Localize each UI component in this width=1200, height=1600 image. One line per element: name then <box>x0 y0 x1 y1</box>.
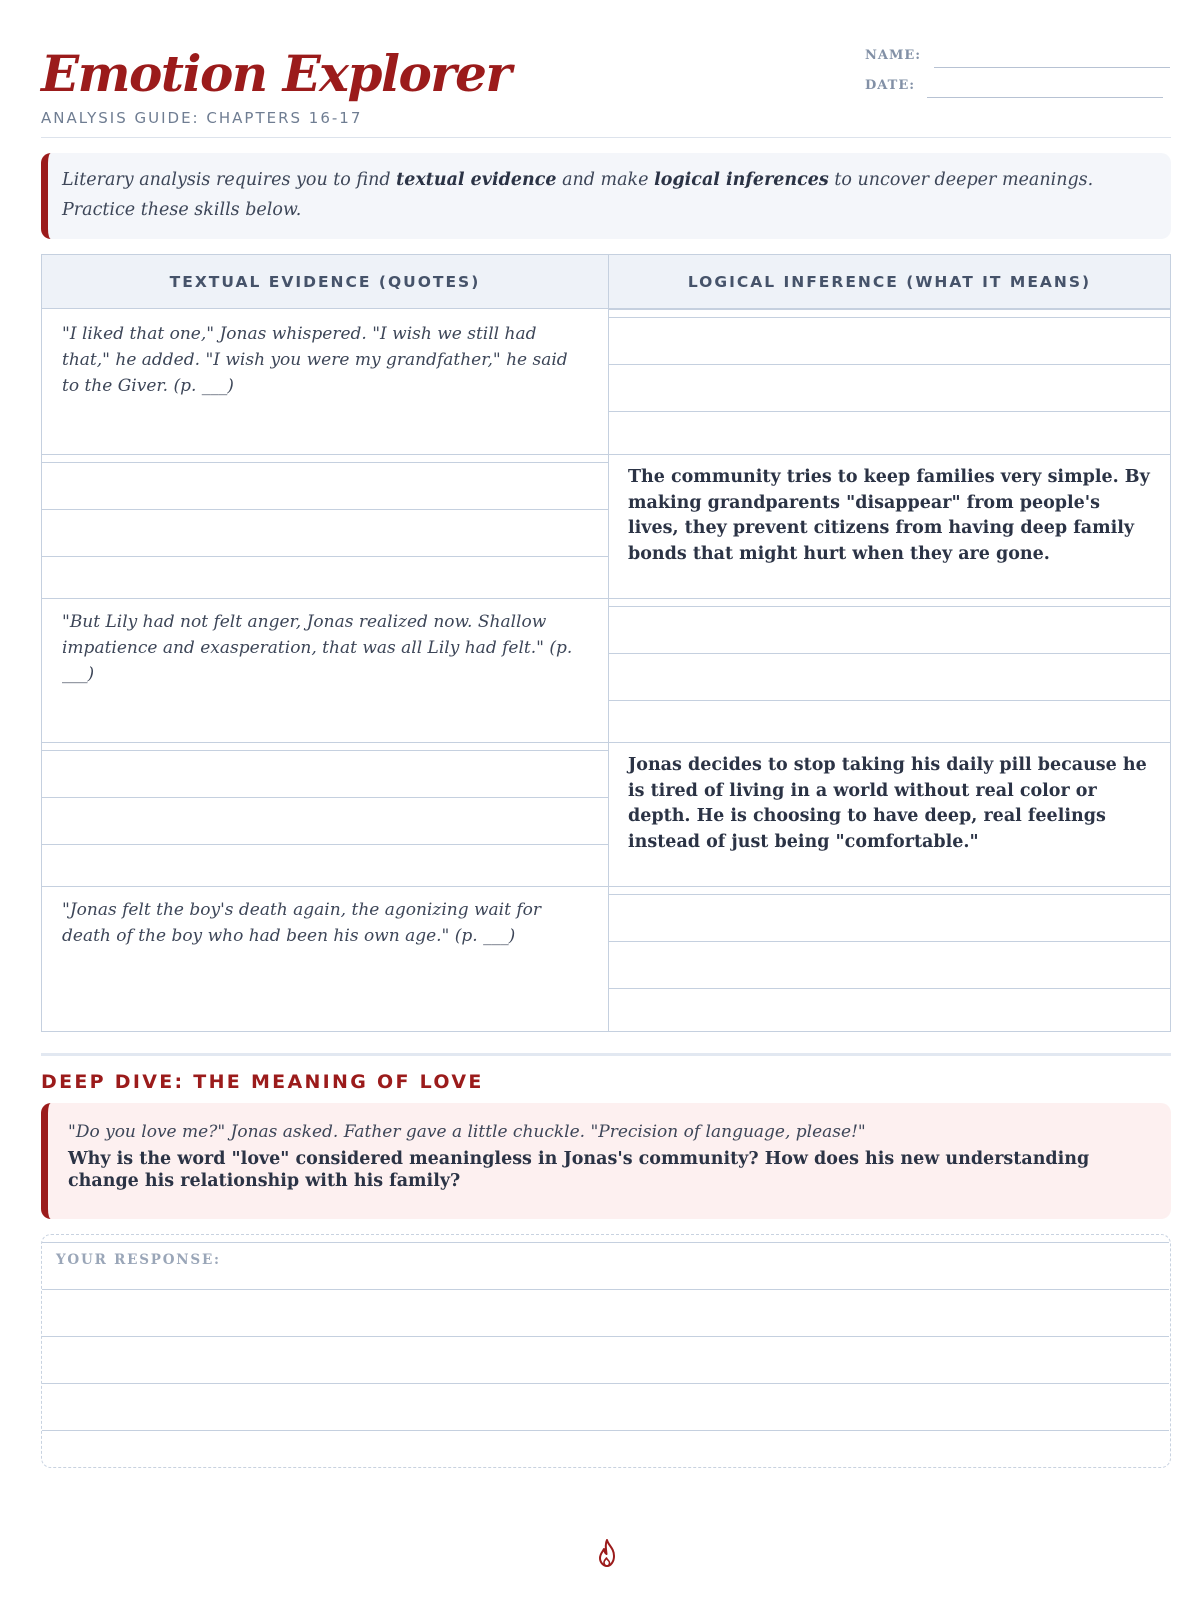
flame-icon <box>594 1537 620 1569</box>
name-label: NAME: <box>865 48 922 63</box>
inference-writing-line[interactable] <box>609 411 1170 412</box>
intro-emphasis-inference: logical inferences <box>654 170 829 190</box>
intro-text: to uncover deeper meanings. Practice these skills below. <box>62 170 1094 220</box>
inference-writing-line[interactable] <box>609 606 1170 607</box>
inference-writing-line[interactable] <box>609 364 1170 365</box>
response-writing-line[interactable] <box>42 1430 1169 1431</box>
evidence-writing-line[interactable] <box>42 509 608 510</box>
inference-writing-line[interactable] <box>609 317 1170 318</box>
response-writing-line[interactable] <box>42 1242 1169 1243</box>
deep-dive-quote: "Do you love me?" Jonas asked. Father gave a little chuckle. "Precision of language, please!" <box>68 1122 866 1142</box>
evidence-writing-line[interactable] <box>42 556 608 557</box>
row-separator <box>42 742 1170 743</box>
response-writing-line[interactable] <box>42 1336 1169 1337</box>
intro-text: and make <box>556 170 655 190</box>
inference-writing-line[interactable] <box>609 700 1170 701</box>
response-writing-line[interactable] <box>42 1289 1169 1290</box>
inference-text-2: The community tries to keep families very simple. By making grandparents "disappear" from people's lives, they prevent citizens from having deep family bonds that might hurt when they are gone. <box>628 467 1150 564</box>
evidence-quote-3: "But Lily had not felt anger, Jonas realized now. Shallow impatience and exasperation, that was all Lily had felt." (p. ___) <box>62 612 573 684</box>
evidence-writing-line[interactable] <box>42 844 608 845</box>
row-separator <box>42 598 1170 599</box>
column-header-evidence: TEXTUAL EVIDENCE (QUOTES) <box>42 255 608 309</box>
section-divider <box>41 1053 1171 1056</box>
page-header <box>41 40 1171 138</box>
deep-dive-prompt <box>41 1103 1171 1219</box>
response-area[interactable] <box>41 1234 1171 1468</box>
row-separator <box>42 454 1170 455</box>
intro-callout <box>41 153 1171 239</box>
response-label: YOUR RESPONSE: <box>56 1252 221 1268</box>
response-writing-line[interactable] <box>42 1383 1169 1384</box>
evidence-quote-5: "Jonas felt the boy's death again, the agonizing wait for death of the boy who had been his own age." (p. ___) <box>62 900 542 946</box>
row-separator <box>42 886 1170 887</box>
date-label: DATE: <box>865 78 916 93</box>
column-divider <box>608 255 609 1031</box>
evidence-writing-line[interactable] <box>42 462 608 463</box>
name-field[interactable] <box>934 67 1170 68</box>
inference-text-4: Jonas decides to stop taking his daily pill because he is tired of living in a world without real color or depth. He is choosing to have deep, real feelings instead of just being "comfortable." <box>628 755 1147 852</box>
intro-text: Literary analysis requires you to find <box>62 170 397 190</box>
deep-dive-title: DEEP DIVE: THE MEANING OF LOVE <box>41 1071 484 1093</box>
column-header-inference: LOGICAL INFERENCE (WHAT IT MEANS) <box>609 255 1170 309</box>
page-title: Emotion Explorer <box>41 44 511 103</box>
intro-emphasis-evidence: textual evidence <box>396 170 557 190</box>
row-rule <box>609 309 1170 310</box>
date-field[interactable] <box>927 97 1163 98</box>
inference-writing-line[interactable] <box>609 653 1170 654</box>
evidence-inference-table <box>41 254 1171 1032</box>
inference-writing-line[interactable] <box>609 988 1170 989</box>
evidence-quote-1: "I liked that one," Jonas whispered. "I wish we still had that," he added. "I wish you were my grandfather," he said to the Giver. (p. ___) <box>62 324 568 396</box>
deep-dive-question: Why is the word "love" considered meaningless in Jonas's community? How does his new understanding change his relationship with his family? <box>68 1149 1090 1191</box>
page-subtitle: ANALYSIS GUIDE: CHAPTERS 16-17 <box>41 109 363 127</box>
evidence-writing-line[interactable] <box>42 750 608 751</box>
inference-writing-line[interactable] <box>609 941 1170 942</box>
evidence-writing-line[interactable] <box>42 797 608 798</box>
inference-writing-line[interactable] <box>609 894 1170 895</box>
